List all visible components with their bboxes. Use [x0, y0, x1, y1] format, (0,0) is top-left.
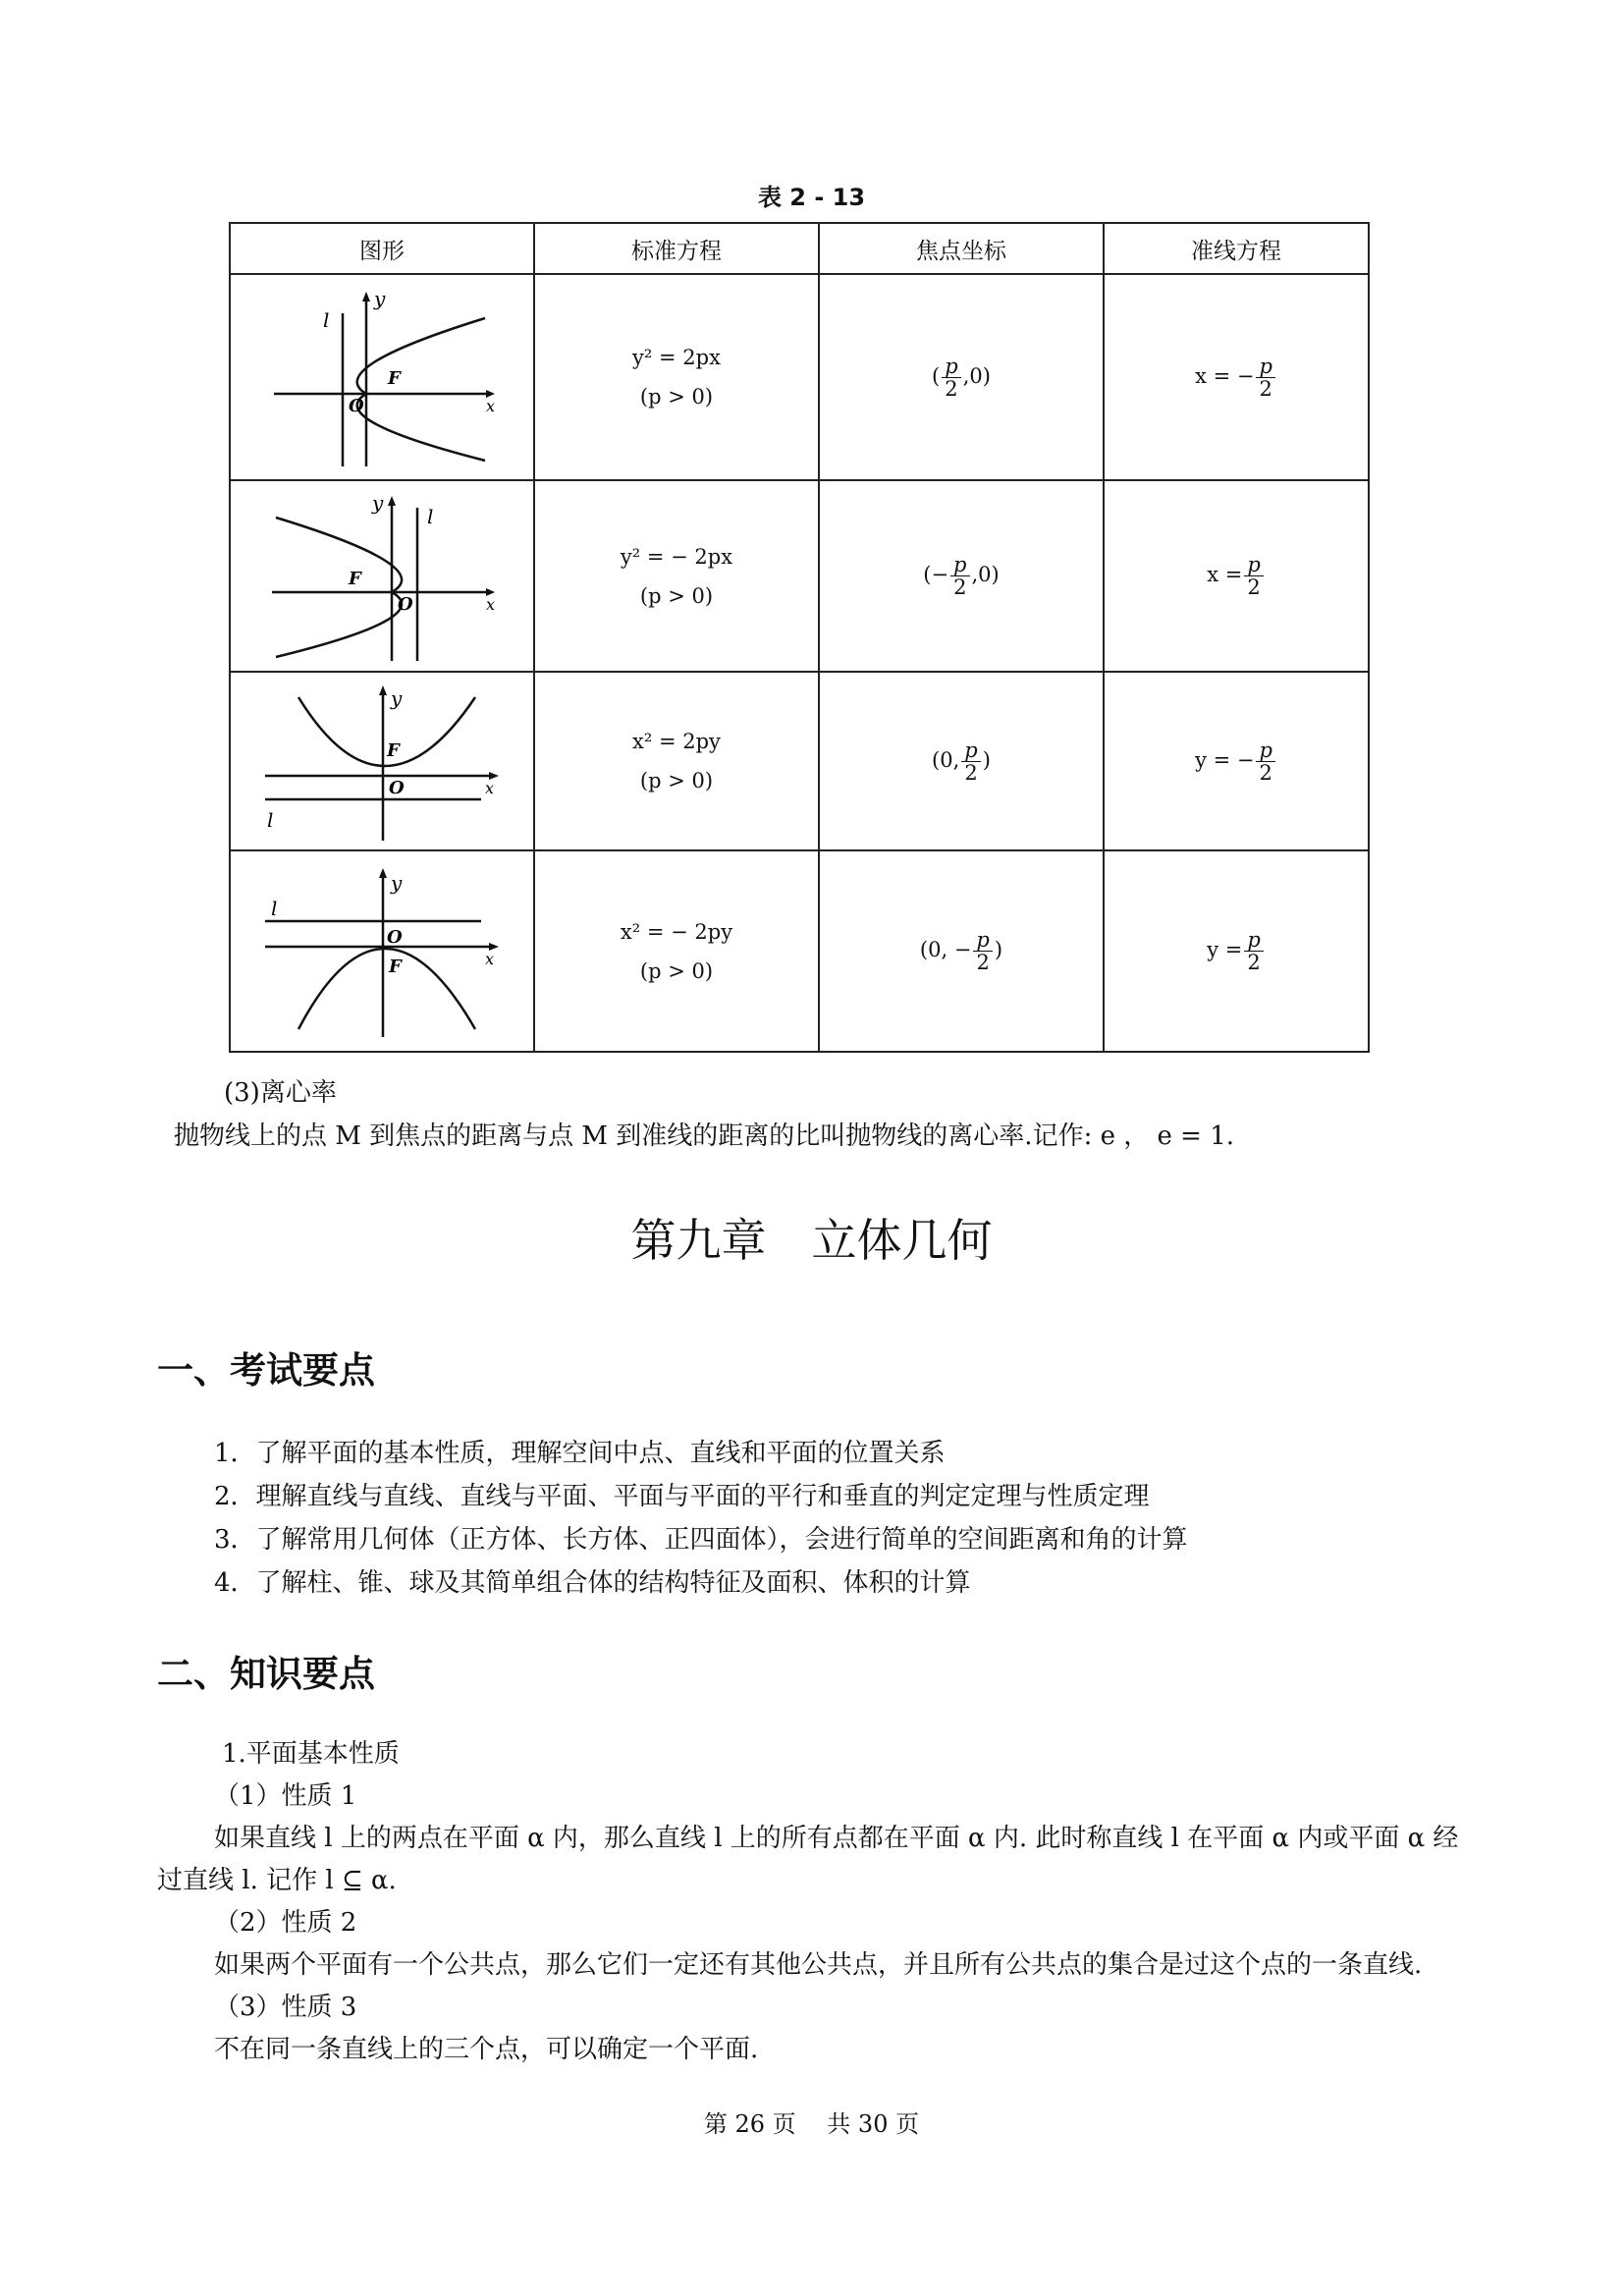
focus-prefix: ( [932, 363, 941, 388]
chapter-title: 第九章 立体几何 [630, 1214, 993, 1267]
label-x: x [485, 779, 495, 797]
label-o: O [389, 778, 405, 798]
denominator: 2 [964, 760, 978, 785]
label-y: y [391, 871, 403, 895]
numerator: p [942, 355, 960, 378]
directrix-lhs: x = − [1195, 363, 1255, 388]
focus-cell [819, 850, 1104, 1052]
label-f: F [388, 368, 401, 389]
numerator: p [1244, 929, 1263, 952]
directrix-cell [1104, 850, 1369, 1052]
focus-cell [819, 274, 1104, 480]
fraction [942, 355, 960, 400]
fraction [1244, 929, 1263, 973]
table-header-row [230, 223, 1369, 274]
parabola-left-figure [264, 488, 500, 665]
denominator: 2 [945, 376, 958, 401]
label-f: F [387, 740, 400, 761]
condition: (p > 0) [639, 583, 714, 608]
label-y: y [391, 686, 403, 710]
directrix-cell [1104, 480, 1369, 672]
focus-prefix: (− [923, 563, 949, 586]
property-3-text: 不在同一条直线上的三个点，可以确定一个平面. [214, 2035, 759, 2064]
section-title-exam-points: 一、考试要点 [157, 1349, 375, 1392]
fraction [1256, 739, 1274, 784]
header-focus: 焦点坐标 [819, 223, 1104, 274]
page-footer: 第 26 页 共 30 页 [703, 2110, 920, 2138]
property-2-title: （2）性质 2 [214, 1908, 357, 1938]
numerator: p [1256, 739, 1274, 762]
directrix-cell [1104, 274, 1369, 480]
label-f: F [389, 957, 402, 977]
property-1-title: （1）性质 1 [214, 1781, 357, 1811]
equation-cell [534, 850, 819, 1052]
focus-cell [819, 672, 1104, 850]
focus-suffix: ) [994, 938, 1003, 961]
denominator: 2 [1247, 951, 1261, 974]
knowledge-points [157, 1733, 1478, 2071]
fraction [1256, 355, 1274, 400]
label-o: O [387, 927, 403, 948]
denominator: 2 [953, 575, 967, 599]
directrix-lhs: x = [1207, 563, 1243, 586]
directrix-lhs: y = [1207, 938, 1243, 961]
equation-cell [534, 274, 819, 480]
numerator: p [1256, 355, 1274, 378]
focus-suffix: ,0) [971, 563, 1000, 586]
label-l: l [427, 504, 434, 528]
table-row [230, 672, 1369, 850]
directrix-lhs: y = − [1195, 747, 1255, 772]
parabola-up-figure [259, 678, 505, 845]
property-1-text: 如果直线 l 上的两点在平面 α 内，那么直线 l 上的所有点都在平面 α 内. 此时称直线 l 在平面 α 内或平面 α 经过直线 l. 记作 l ⊆ α. [157, 1824, 1459, 1895]
header-figure: 图形 [230, 223, 534, 274]
fraction [950, 554, 969, 598]
list-item: 3．了解常用几何体（正方体、长方体、正四面体），会进行简单的空间距离和角的计算 [214, 1525, 1188, 1555]
equation-cell [534, 480, 819, 672]
figure-cell [230, 274, 534, 480]
subheading: 1.平面基本性质 [222, 1739, 400, 1769]
directrix-cell [1104, 672, 1369, 850]
condition: (p > 0) [639, 385, 714, 409]
label-o: O [398, 593, 413, 615]
figure-cell [230, 850, 534, 1052]
label-x: x [486, 594, 496, 614]
header-equation: 标准方程 [534, 223, 819, 274]
label-f: F [349, 568, 361, 589]
focus-suffix: ) [982, 747, 991, 772]
label-y: y [374, 287, 386, 310]
fraction [973, 929, 992, 973]
denominator: 2 [1259, 376, 1272, 401]
fraction [1244, 554, 1263, 598]
exam-points-list [214, 1432, 1188, 1605]
parabola-down-figure [259, 860, 505, 1042]
label-x: x [485, 950, 495, 968]
parabola-right-figure [264, 284, 500, 470]
denominator: 2 [1247, 575, 1261, 599]
equation: y² = 2px [632, 346, 721, 369]
section-title-knowledge-points: 二、知识要点 [157, 1653, 375, 1695]
numerator: p [950, 554, 969, 576]
equation: y² = − 2px [620, 544, 733, 569]
numerator: p [973, 929, 992, 952]
table-row [230, 850, 1369, 1052]
table-caption: 表 2 - 13 [757, 184, 866, 211]
numerator: p [961, 739, 980, 762]
condition: (p > 0) [639, 769, 714, 793]
focus-prefix: (0, [932, 747, 960, 772]
list-item: 1．了解平面的基本性质，理解空间中点、直线和平面的位置关系 [214, 1439, 946, 1468]
denominator: 2 [1259, 760, 1272, 785]
list-item: 2．理解直线与直线、直线与平面、平面与平面的平行和垂直的判定定理与性质定理 [214, 1482, 1150, 1511]
condition: (p > 0) [639, 958, 714, 983]
numerator: p [1244, 554, 1263, 576]
label-o: O [349, 396, 364, 416]
fraction [961, 739, 980, 784]
equation-cell [534, 672, 819, 850]
eccentricity-heading: (3)离心率 [224, 1078, 337, 1108]
label-l: l [267, 808, 274, 832]
label-x: x [486, 397, 496, 415]
focus-suffix: ,0) [962, 363, 991, 388]
parabola-table [229, 222, 1370, 1053]
list-item: 4．了解柱、锥、球及其简单组合体的结构特征及面积、体积的计算 [214, 1568, 971, 1598]
table-row [230, 274, 1369, 480]
equation: x² = 2py [632, 730, 721, 753]
label-l: l [323, 308, 330, 332]
equation: x² = − 2py [620, 919, 733, 944]
figure-cell [230, 480, 534, 672]
label-l: l [271, 897, 278, 920]
header-directrix: 准线方程 [1104, 223, 1369, 274]
property-2-text: 如果两个平面有一个公共点，那么它们一定还有其他公共点，并且所有公共点的集合是过这个点的一条直线. [214, 1950, 1423, 1980]
focus-cell [819, 480, 1104, 672]
table-row [230, 480, 1369, 672]
focus-prefix: (0, − [919, 938, 972, 961]
property-3-title: （3）性质 3 [214, 1993, 357, 2022]
denominator: 2 [976, 951, 990, 974]
eccentricity-text: 抛物线上的点 M 到焦点的距离与点 M 到准线的距离的比叫抛物线的离心率.记作: e ， e = 1. [174, 1121, 1235, 1151]
label-y: y [372, 490, 384, 515]
figure-cell [230, 672, 534, 850]
